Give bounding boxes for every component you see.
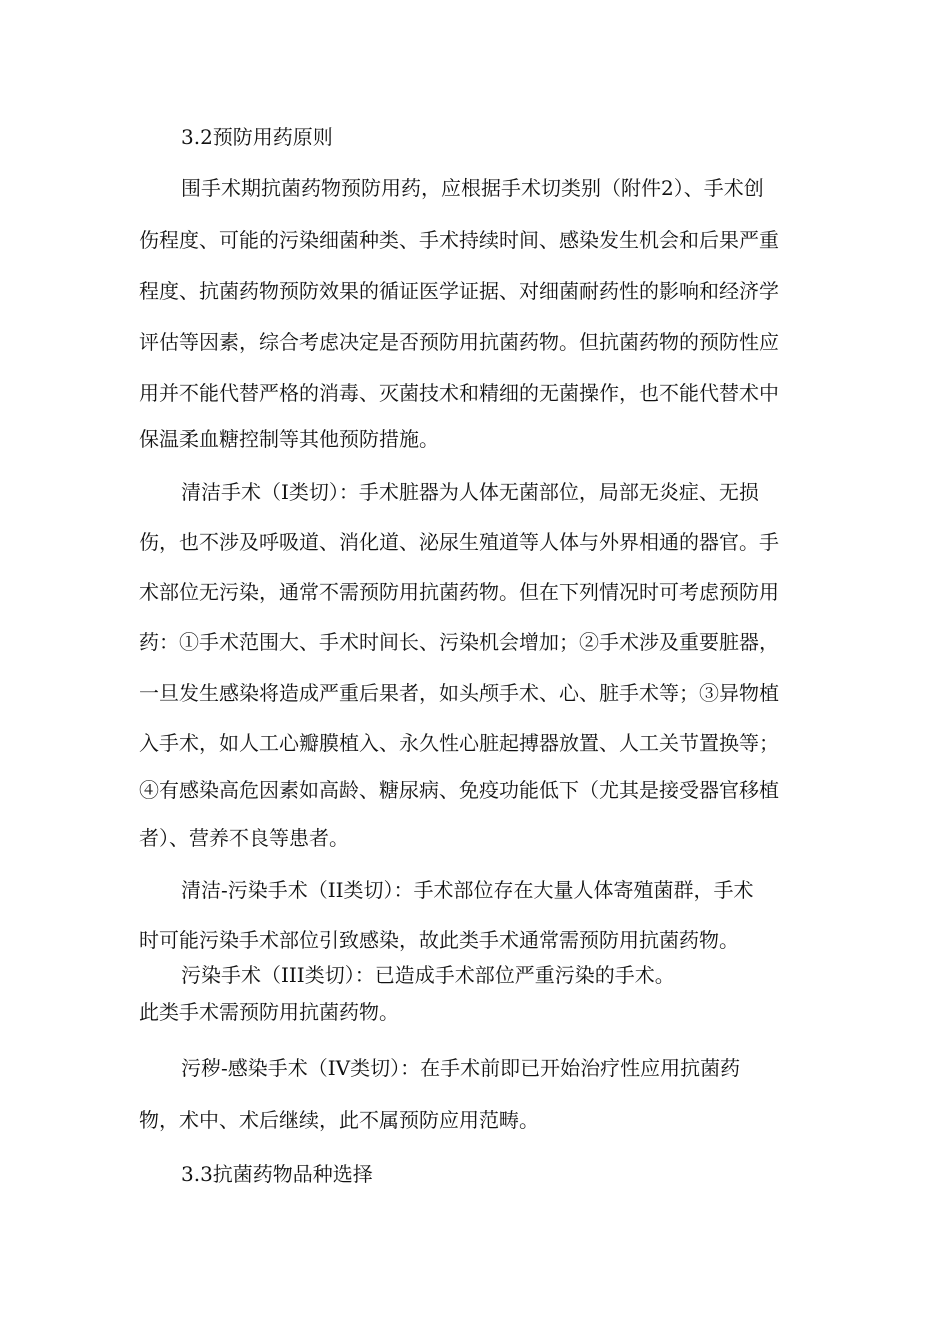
section-heading-3-3: 3.3抗菌药物品种选择 [181,1162,373,1186]
paragraph-line: 污染手术（III类切）：已造成手术部位严重污染的手术。 [181,963,675,987]
paragraph-line: 保温柔血糖控制等其他预防措施。 [139,427,439,451]
paragraph-line: 伤程度、可能的污染细菌种类、手术持续时间、感染发生机会和后果严重 [139,228,779,252]
paragraph-line: 者）、营养不良等患者。 [139,826,349,850]
paragraph-line: 程度、抗菌药物预防效果的循证医学证据、对细菌耐药性的影响和经济学 [139,279,779,303]
paragraph-line: ④有感染高危因素如高龄、糖尿病、免疫功能低下（尤其是接受器官移植 [139,778,779,802]
paragraph-line: 污秽-感染手术（IV类切）：在手术前即已开始治疗性应用抗菌药 [181,1056,741,1080]
paragraph-line: 时可能污染手术部位引致感染，故此类手术通常需预防用抗菌药物。 [139,928,739,952]
paragraph-line: 入手术，如人工心瓣膜植入、永久性心脏起搏器放置、人工关节置换等； [139,731,779,755]
paragraph-line: 物，术中、术后继续，此不属预防应用范畴。 [139,1108,539,1132]
paragraph-line: 清洁-污染手术（II类切）：手术部位存在大量人体寄殖菌群，手术 [181,878,754,902]
paragraph-line: 用并不能代替严格的消毒、灭菌技术和精细的无菌操作，也不能代替术中 [139,381,779,405]
paragraph-line: 伤，也不涉及呼吸道、消化道、泌尿生殖道等人体与外界相通的器官。手 [139,530,779,554]
paragraph-line: 药：①手术范围大、手术时间长、污染机会增加；②手术涉及重要脏器， [139,630,779,654]
paragraph-line: 术部位无污染，通常不需预防用抗菌药物。但在下列情况时可考虑预防用 [139,580,779,604]
paragraph-line: 围手术期抗菌药物预防用药，应根据手术切类别（附件2）、手术创 [181,176,764,200]
paragraph-line: 一旦发生感染将造成严重后果者，如头颅手术、心、脏手术等；③异物植 [139,681,779,705]
paragraph-line: 评估等因素，综合考虑决定是否预防用抗菌药物。但抗菌药物的预防性应 [139,330,779,354]
section-heading-3-2: 3.2预防用药原则 [181,125,333,149]
paragraph-line: 清洁手术（I类切）：手术脏器为人体无菌部位，局部无炎症、无损 [181,480,759,504]
paragraph-line: 此类手术需预防用抗菌药物。 [139,1000,399,1024]
